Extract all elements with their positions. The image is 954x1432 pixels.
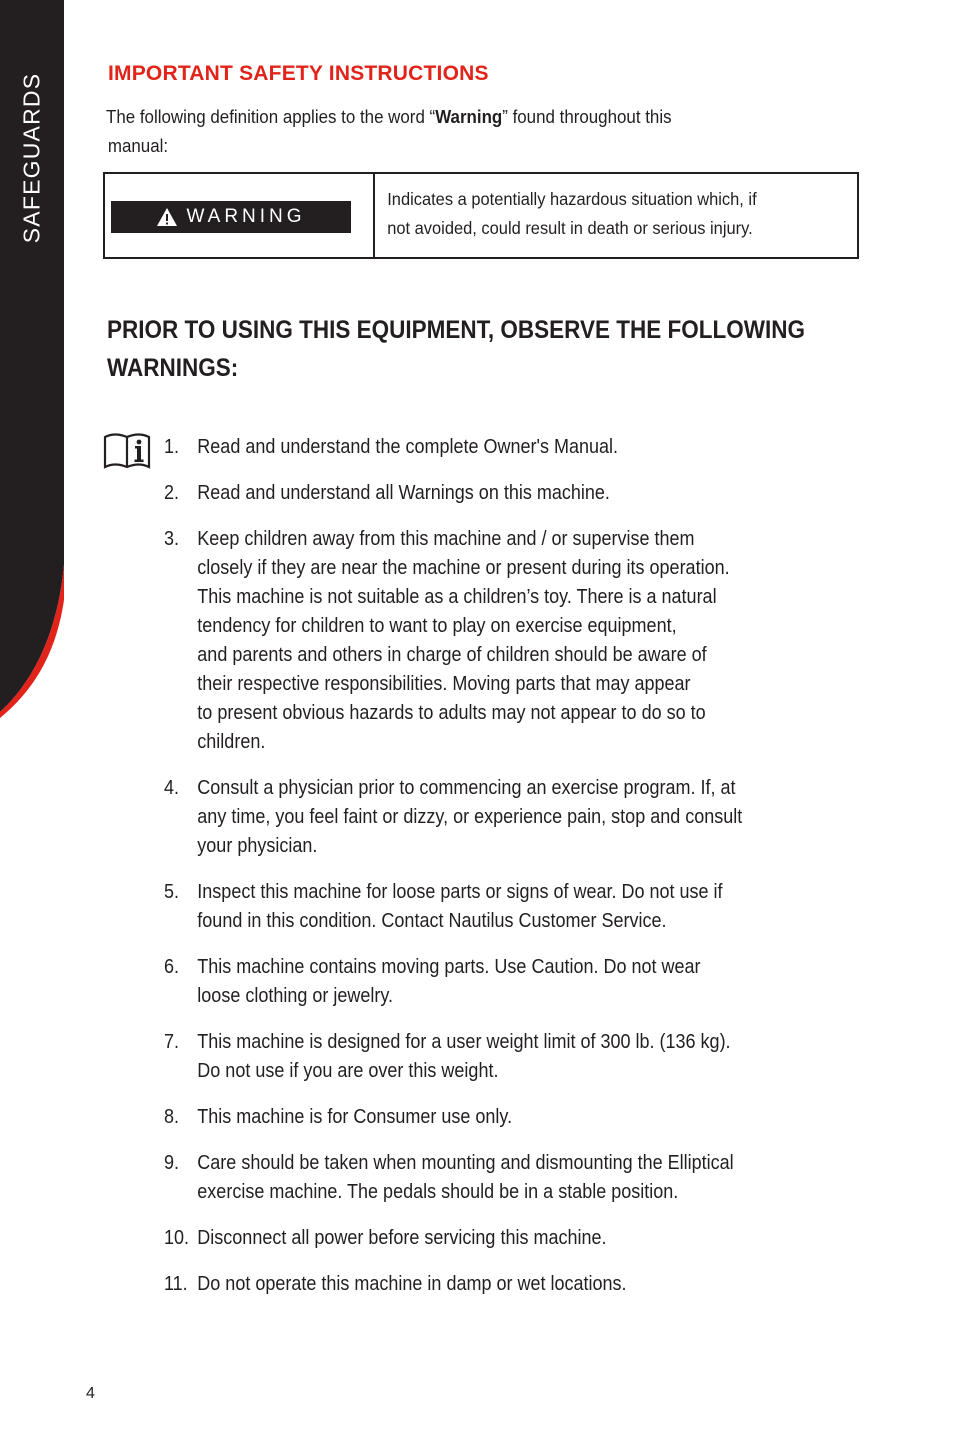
warning-item xyxy=(164,1149,848,1207)
read-manual-info-icon xyxy=(103,432,151,470)
warning-item-text-line: This machine is not suitable as a children’s toy. There is a natural xyxy=(197,586,717,608)
warning-item xyxy=(164,953,848,1011)
warning-definition-line: not avoided, could result in death or serious injury. xyxy=(387,218,753,238)
warning-item-text-line: any time, you feel faint or dizzy, or experience pain, stop and consult xyxy=(197,806,743,828)
warning-definition-table xyxy=(103,172,859,259)
warning-item xyxy=(164,1270,848,1299)
warning-item-text-line: to present obvious hazards to adults may not appear to do so to xyxy=(197,702,706,724)
warning-item xyxy=(164,1103,848,1132)
warning-item-text-line: their respective responsibilities. Moving parts that may appear xyxy=(197,673,691,695)
warning-item-number: 6. xyxy=(164,956,180,978)
warning-badge xyxy=(111,201,351,233)
page-number: 4 xyxy=(86,1385,95,1402)
warning-item-text-line: Keep children away from this machine and / or supervise them xyxy=(197,528,695,550)
warning-item-text-line: Disconnect all power before servicing this machine. xyxy=(197,1227,607,1249)
warning-badge-text: WARNING xyxy=(186,206,306,227)
warning-definition-line: Indicates a potentially hazardous situation which, if xyxy=(387,189,757,209)
warning-item-number: 5. xyxy=(164,881,180,903)
warning-item-text-line: This machine contains moving parts. Use Caution. Do not wear xyxy=(197,956,701,978)
warning-item-number: 1. xyxy=(164,436,180,458)
sidebar-label: SAFEGUARDS xyxy=(18,72,45,244)
warning-definition-cell xyxy=(375,174,828,257)
intro-text-after: ” found throughout this xyxy=(502,107,672,127)
warning-triangle-icon xyxy=(156,207,178,227)
main-heading-line: PRIOR TO USING THIS EQUIPMENT, OBSERVE THE FOLLOWING xyxy=(107,316,805,344)
warning-item-text-line: Consult a physician prior to commencing an exercise program. If, at xyxy=(197,777,736,799)
warning-item-text-line: Care should be taken when mounting and dismounting the Elliptical xyxy=(197,1152,734,1174)
warning-item-number: 3. xyxy=(164,528,180,550)
warning-item-text-line: closely if they are near the machine or present during its operation. xyxy=(197,557,730,579)
main-heading-line: WARNINGS: xyxy=(107,354,239,382)
warning-item-text-line: found in this condition. Contact Nautilus Customer Service. xyxy=(197,910,667,932)
warning-item xyxy=(164,433,848,462)
intro-text-line2: manual: xyxy=(107,136,169,156)
warning-item-number: 10. xyxy=(164,1227,190,1249)
warning-item-text-line: Read and understand the complete Owner's Manual. xyxy=(197,436,618,458)
sidebar-tab xyxy=(0,0,64,1432)
intro-keyword: Warning xyxy=(435,107,503,127)
warning-item xyxy=(164,479,848,508)
warning-item-text-line: loose clothing or jewelry. xyxy=(197,985,394,1007)
warning-item-number: 8. xyxy=(164,1106,180,1128)
warning-item-text-line: children. xyxy=(197,731,266,753)
warning-item-number: 11. xyxy=(164,1273,188,1295)
warning-item-text-line: Do not use if you are over this weight. xyxy=(197,1060,499,1082)
warning-item-number: 4. xyxy=(164,777,180,799)
main-heading xyxy=(107,311,809,387)
warning-item-text-line: Do not operate this machine in damp or wet locations. xyxy=(197,1273,627,1295)
warning-item-text-line: and parents and others in charge of children should be aware of xyxy=(197,644,707,666)
intro-text-before: The following definition applies to the word “ xyxy=(106,107,436,127)
warning-item-text-line: tendency for children to want to play on exercise equipment, xyxy=(197,615,677,637)
warning-item-number: 7. xyxy=(164,1031,180,1053)
warning-item-text-line: Read and understand all Warnings on this machine. xyxy=(197,482,610,504)
warning-item xyxy=(164,878,848,936)
warning-item-number: 2. xyxy=(164,482,180,504)
warning-item-number: 9. xyxy=(164,1152,180,1174)
warning-item xyxy=(164,525,848,757)
warning-item xyxy=(164,1224,848,1253)
warning-item-text-line: exercise machine. The pedals should be in a stable position. xyxy=(197,1181,679,1203)
intro-paragraph xyxy=(106,103,783,161)
section-heading: IMPORTANT SAFETY INSTRUCTIONS xyxy=(108,62,489,85)
warning-item-text-line: This machine is for Consumer use only. xyxy=(197,1106,513,1128)
warning-item xyxy=(164,1028,848,1086)
warning-item-text-line: your physician. xyxy=(197,835,318,857)
warnings-list xyxy=(164,433,848,1316)
warning-badge-cell xyxy=(105,174,375,257)
warning-item-text-line: This machine is designed for a user weight limit of 300 lb. (136 kg). xyxy=(197,1031,731,1053)
warning-item-text-line: Inspect this machine for loose parts or signs of wear. Do not use if xyxy=(197,881,723,903)
warning-item xyxy=(164,774,848,861)
